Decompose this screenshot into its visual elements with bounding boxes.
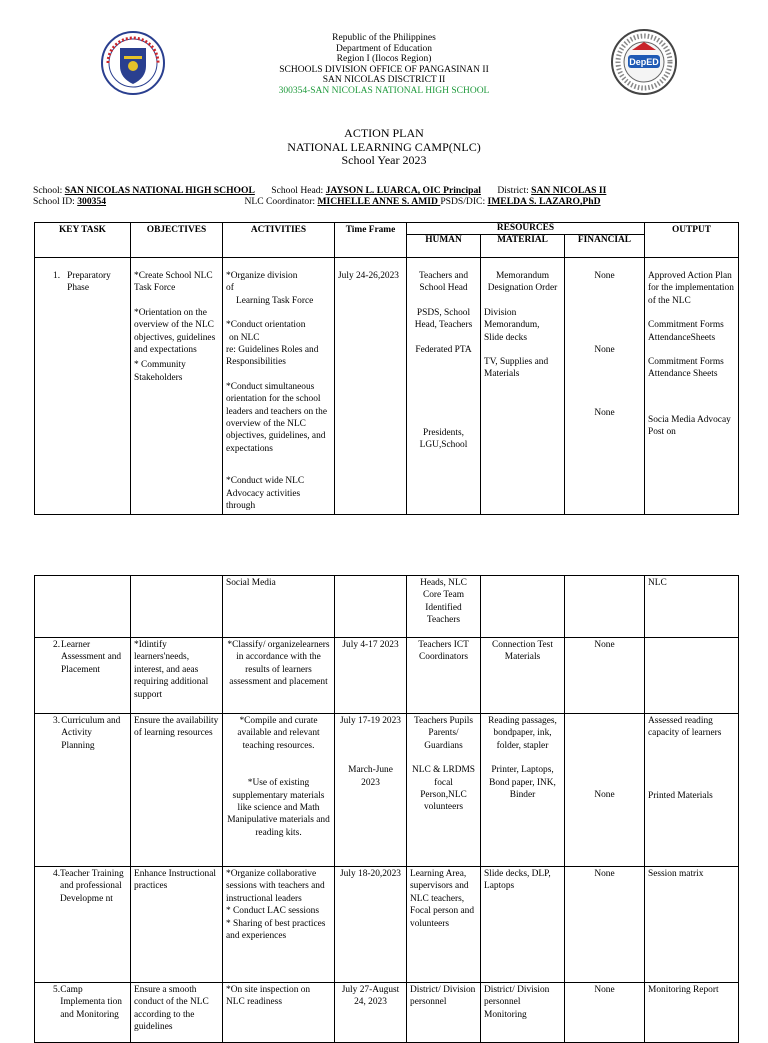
material-resources-cell: Connection Test Materials: [481, 638, 565, 714]
output-cell: Session matrix: [645, 867, 739, 983]
activity-item: *Organize collaborative sessions with teachers and instructional leaders: [226, 869, 325, 904]
row-number: 2.: [53, 640, 61, 650]
human-resource-item: Presidents, LGU,School: [419, 428, 468, 451]
time-frame-text: July 24-26,2023: [338, 271, 399, 281]
human-resource-item: Federated PTA: [415, 344, 472, 355]
material-resources-cell: [481, 258, 565, 515]
activity-item: *Compile and curate available and relevant teaching resources.: [237, 716, 320, 751]
human-resource-item: NLC & LRDMS focal Person,NLC volunteers: [411, 765, 476, 813]
output-cell: [645, 258, 739, 515]
school-id-value: 300354: [77, 196, 107, 207]
school-info-line-1: [33, 185, 606, 196]
objective-item: *Create School NLC Task Force: [134, 271, 213, 294]
output-cell: [645, 638, 739, 714]
school-info-line-2: [33, 196, 601, 207]
human-resource-item: PSDS, School Head, Teachers: [414, 307, 473, 331]
letterhead-line: SAN NICOLAS DISCTRICT II: [322, 75, 446, 86]
key-task-cell: [35, 714, 131, 867]
time-frame-cell: July 18-20,2023: [335, 867, 407, 983]
activities-cell: *Classify/ organizelearners in accordance with the results of learners assessment and placement: [223, 638, 335, 714]
row-number: 4.: [53, 869, 61, 879]
activities-cell: [223, 258, 335, 515]
human-resources-cell: [407, 258, 481, 515]
financial-item: None: [594, 790, 615, 800]
header-key-task: KEY TASK: [35, 223, 131, 258]
letterhead: [0, 33, 768, 97]
output-cell: NLC: [645, 576, 739, 638]
time-frame-cell: [335, 576, 407, 638]
letterhead-line: Republic of the Philippines: [332, 33, 436, 43]
human-resource-item: Teachers Pupils Parents/ Guardians: [414, 716, 473, 751]
activities-cell: Social Media: [223, 576, 335, 638]
material-resources-cell: District/ Division personnel Monitoring: [481, 983, 565, 1043]
material-resource-item: TV, Supplies and Materials: [484, 357, 549, 380]
time-frame-cell: [335, 714, 407, 867]
key-task-text: Learner Assessment and Placement: [60, 640, 122, 675]
time-frame-cell: July 4-17 2023: [335, 638, 407, 714]
district-value: SAN NICOLAS II: [531, 185, 607, 196]
objectives-cell: Ensure the availability of learning resources: [131, 714, 223, 867]
objective-item: *Orientation on the overview of the NLC objectives, guidelines and expectations: [134, 307, 216, 356]
material-resources-cell: [481, 714, 565, 867]
school-value: SAN NICOLAS NATIONAL HIGH SCHOOL: [64, 185, 255, 196]
header-activities: ACTIVITIES: [223, 223, 335, 258]
output-item: Commitment Forms AttendanceSheets: [648, 320, 724, 343]
objectives-cell: Ensure a smooth conduct of the NLC according to the guidelines: [131, 983, 223, 1043]
activity-item: * Conduct LAC sessions: [226, 906, 319, 917]
letterhead-school-line: 300354-SAN NICOLAS NATIONAL HIGH SCHOOL: [278, 85, 490, 96]
financial-resources-cell: [565, 576, 645, 638]
financial-resources-cell: None: [565, 638, 645, 714]
human-resource-item: Teachers and School Head: [418, 271, 469, 294]
time-frame-text: July 17-19 2023: [340, 716, 401, 726]
row-number: 5.: [53, 985, 61, 995]
material-resource-item: Reading passages, bondpaper, ink, folder, stapler: [488, 716, 557, 751]
school-seal-label: DepED: [629, 57, 659, 67]
activity-item: *Conduct simultaneous orientation for the school leaders and teachers on the overview of the NLC objectives, guidelines, and expectations: [226, 381, 327, 454]
output-cell: Monitoring Report: [645, 983, 739, 1043]
table-row: [35, 258, 739, 515]
psds-value: IMELDA S. LAZARO,PhD: [487, 196, 601, 207]
head-value: JAYSON L. LUARCA, OIC Principal: [325, 185, 481, 196]
title-line-2: NATIONAL LEARNING CAMP(NLC): [287, 139, 481, 154]
table-row: [35, 576, 739, 638]
human-resources-cell: [407, 714, 481, 867]
objectives-cell: [131, 258, 223, 515]
key-task-cell: [35, 867, 131, 983]
table-row: [35, 638, 739, 714]
activity-item: of: [226, 283, 234, 294]
material-resources-cell: [481, 576, 565, 638]
row-number: 3.: [53, 716, 61, 726]
header-financial: FINANCIAL: [565, 235, 645, 258]
objectives-cell: [131, 576, 223, 638]
key-task-cell: [35, 983, 131, 1043]
human-resources-cell: Teachers ICT Coordinators: [407, 638, 481, 714]
human-resources-cell: Learning Area, supervisors and NLC teachers, Focal person and volunteers: [407, 867, 481, 983]
activity-item: re: Guidelines Roles and Responsibilities: [226, 345, 319, 368]
district-label: District:: [497, 185, 532, 196]
action-plan-table-page-1: [34, 222, 739, 515]
header-material: MATERIAL: [481, 235, 565, 258]
title-line-1: ACTION PLAN: [344, 126, 424, 140]
time-frame-text: March-June 2023: [348, 765, 393, 788]
header-output: OUTPUT: [645, 223, 739, 258]
document-title: [0, 127, 768, 168]
activities-cell: [223, 714, 335, 867]
output-item: Commitment Forms Attendance Sheets: [648, 357, 724, 380]
time-frame-cell: July 27-August 24, 2023: [335, 983, 407, 1043]
human-resources-cell: Heads, NLC Core Team Identified Teachers: [407, 576, 481, 638]
key-task-cell: [35, 638, 131, 714]
objectives-cell: Enhance Instructional practices: [131, 867, 223, 983]
time-frame-cell: [335, 258, 407, 515]
output-item: Assessed reading capacity of learners: [648, 716, 722, 739]
key-task-text: Camp Implementa tion and Monitoring: [60, 985, 122, 1020]
row-number: 1.: [53, 271, 61, 281]
key-task-text: Preparatory Phase: [67, 271, 111, 294]
letterhead-line: Region I (Ilocos Region): [336, 54, 432, 65]
header-resources: RESOURCES: [407, 223, 645, 235]
title-line-3: School Year 2023: [341, 153, 427, 167]
activity-item: *Use of existing supplementary materials like science and Math Manipulative materials and reading kits.: [227, 778, 330, 838]
key-task-text: Teacher Training and professional Developme nt: [60, 869, 124, 904]
letterhead-line: Department of Education: [335, 43, 433, 54]
material-resource-item: Printer, Laptops, Bond paper, INK, Binder: [489, 765, 556, 801]
header-time-frame: Time Frame: [335, 223, 407, 258]
activities-cell: *On site inspection on NLC readiness: [223, 983, 335, 1043]
table-row: [35, 867, 739, 983]
activity-item: *Conduct orientation: [226, 320, 306, 331]
financial-resources-cell: [565, 714, 645, 867]
header-objectives: OBJECTIVES: [131, 223, 223, 258]
table-row: [35, 714, 739, 867]
financial-item: None: [594, 271, 615, 281]
activity-item: on NLC: [229, 332, 260, 343]
financial-resources-cell: [565, 258, 645, 515]
objective-item: * Community Stakeholders: [134, 360, 186, 383]
header-human: HUMAN: [407, 235, 481, 258]
material-resource-item: Division Memorandum, Slide decks: [484, 307, 540, 343]
activity-item: *Conduct wide NLC Advocacy activities through: [226, 476, 305, 512]
activity-item: * Sharing of best practices and experiences: [226, 918, 326, 942]
key-task-text: Curriculum and Activity Planning: [61, 716, 121, 751]
activity-item: Learning Task Force: [236, 295, 314, 306]
key-task-cell: [35, 576, 131, 638]
coordinator-value: MICHELLE ANNE S. AMID: [317, 196, 441, 207]
school-id-label: School ID:: [33, 196, 78, 207]
letterhead-line: SCHOOLS DIVISION OFFICE OF PANGASINAN II: [279, 64, 489, 75]
financial-resources-cell: None: [565, 867, 645, 983]
coordinator-label: NLC Coordinator:: [244, 196, 318, 207]
output-cell: [645, 714, 739, 867]
key-task-cell: [35, 258, 131, 515]
output-item: Approved Action Plan for the implementation of the NLC: [648, 271, 734, 306]
output-item: Printed Materials: [648, 790, 713, 801]
action-plan-table-page-2: [34, 575, 739, 1043]
financial-resources-cell: None: [565, 983, 645, 1043]
table-row: [35, 983, 739, 1043]
objectives-cell: *Idintify learners'needs, interest, and aeas requiring additional support: [131, 638, 223, 714]
financial-item: None: [594, 345, 615, 356]
material-resource-item: Memorandum Designation Order: [487, 271, 558, 294]
head-label: School Head:: [271, 185, 326, 196]
psds-label: PSDS/DIC:: [440, 196, 488, 207]
financial-item: None: [594, 407, 615, 418]
activity-item: *Organize division: [226, 271, 298, 281]
school-label: School:: [33, 185, 65, 196]
human-resources-cell: District/ Division personnel: [407, 983, 481, 1043]
activities-cell: [223, 867, 335, 983]
output-item: Socia Media Advocay Post on: [648, 414, 731, 438]
material-resources-cell: Slide decks, DLP, Laptops: [481, 867, 565, 983]
